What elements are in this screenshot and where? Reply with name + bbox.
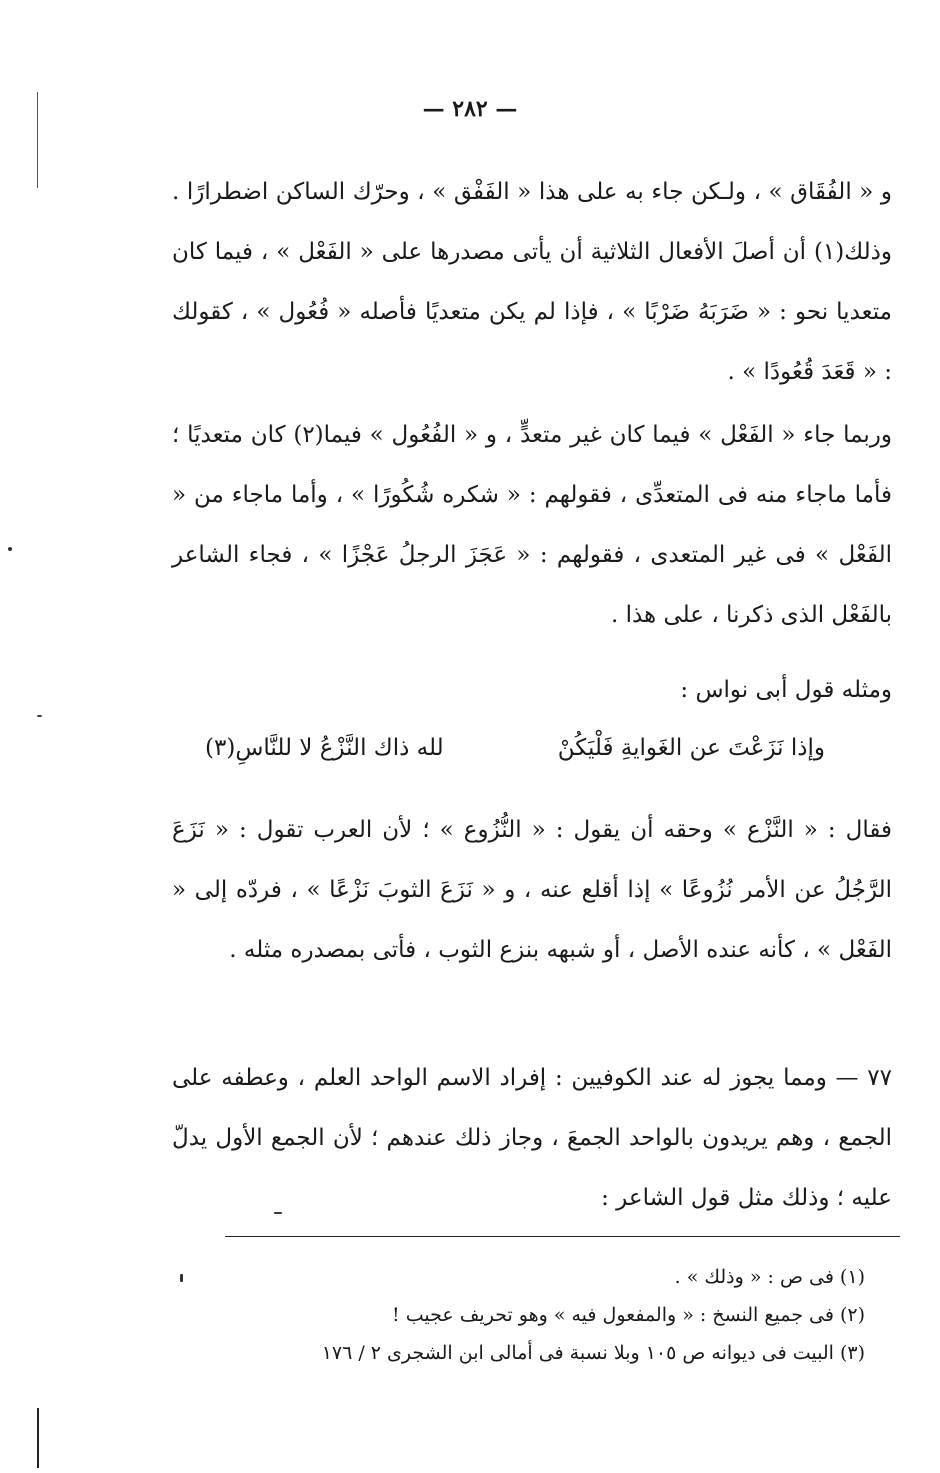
paragraph-1: و « الفُقَاق » ، ولـكن جاء به على هذا « الفَفْق » ، وحرّك الساكن اضطرارًا . وذلك(١) أن أصلَ الأفعال الثلاثية أن يأتى مصدرها على « الفَعْل » ، فيما كان متعديا نحو : « ضَرَبَهُ ضَرْبًا » ، فإذا لم يكن متعديًا فأصله « فُعُول » ، كقولك : « قَعَدَ قُعُودًا » . [172,179,892,385]
poetry-verse [205,718,825,778]
paragraph-3: فقال : « النَّزْع » وحقه أن يقول : « النُّزُوع » ؛ لأن العرب تقول : « نَزَعَ الرَّجُلُ عن الأمر نُزُوعًا » إذا أقلع عنه ، و « نَزَعَ الثوبَ نَزْعًا » ، فردّه إلى « الفَعْل » ، كأنه عنده الأصل ، أو شبهه بنزع الثوب ، فأتى بمصدره مثله . [172,817,892,963]
scan-speck [37,715,42,717]
footnote-2: (٢) فى جميع النسخ : « والمفعول فيه » وهو تحريف عجيب ! [392,1304,865,1326]
verse-second-hemistich: لله ذاك النَّزْعُ لا للنَّاسِ(٣) [205,735,444,761]
footnote-separator [225,1236,900,1237]
verse-introduction: ومثله قول أبى نواس : [680,677,892,703]
scan-speck [8,547,12,551]
footnotes [215,1258,865,1372]
scan-speck [180,1274,183,1282]
verse-first-hemistich: وإذا نَزَعْتَ عن الغَوايةِ فَلْيَكُنْ [557,735,825,761]
paragraph-4-section-77: ٧٧ — ومما يجوز له عند الكوفيين : إفراد الاسم الواحد العلم ، وعطفه على الجمع ، وهم يريدون بالواحد الجمعَ ، وجاز ذلك عندهم ؛ لأن الجمع الأول يدلّ عليه ؛ وذلك مثل قول الشاعر : [172,1065,892,1211]
page-edge-line [37,1408,39,1468]
page-number: — ٢٨٢ — [422,96,518,122]
footnote-1: (١) فى ص : « وذلك » . [674,1266,865,1288]
footnote-3: (٣) البيت فى ديوانه ص ١٠٥ وبلا نسبة فى أمالى ابن الشجرى ٢ / ١٧٦ [321,1342,865,1364]
paragraph-2: وربما جاء « الفَعْل » فيما كان غير متعدٍّ ، و « الفُعُول » فيما(٢) كان متعديًا ؛ فأما ماجاء منه فى المتعدِّى ، فقولهم : « شكره شُكُورًا » ، وأما ماجاء من « الفَعْل » فى غير المتعدى ، فقولهم : « عَجَزَ الرجلُ عَجْزًا » ، فجاء الشاعر بالفَعْل الذى ذكرنا ، على هذا . [172,422,892,628]
